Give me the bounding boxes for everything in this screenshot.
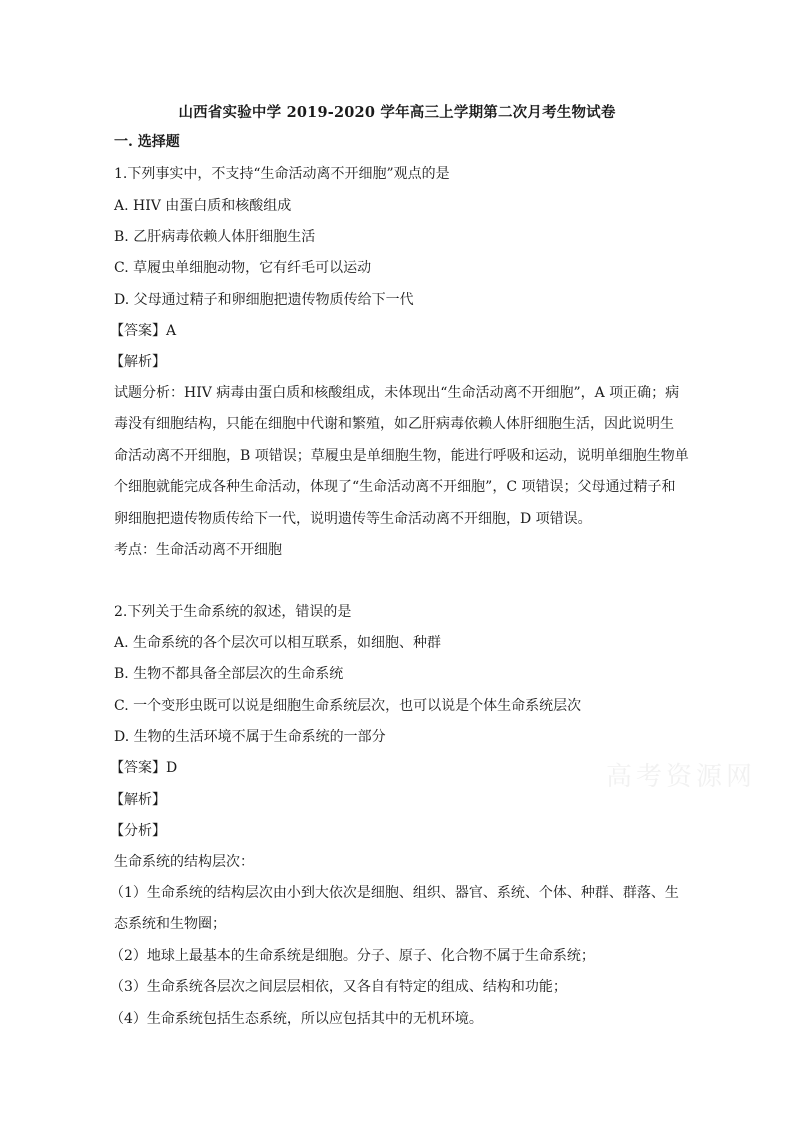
- question-1-analysis-label: 【解析】: [110, 354, 166, 370]
- structure-point: （2）地球上最基本的生命系统是细胞。分子、原子、化合物不属于生命系统；: [110, 947, 595, 964]
- structure-point: （4）生命系统包括生态系统，所以应包括其中的无机环境。: [110, 1010, 483, 1027]
- analysis-line: 命活动离不开细胞，B 项错误；草履虫是单细胞生物，能进行呼吸和运动，说明单细胞生物单: [114, 447, 689, 464]
- question-2-fenxi-label: 【分析】: [110, 823, 166, 839]
- question-2-analysis-label: 【解析】: [110, 792, 166, 808]
- question-2-option-c: C. 一个变形虫既可以说是细胞生命系统层次，也可以说是个体生命系统层次: [114, 698, 582, 714]
- question-2-option-a: A. 生命系统的各个层次可以相互联系，如细胞、种群: [114, 635, 442, 651]
- question-1-kaodian: 考点：生命活动离不开细胞: [114, 542, 282, 558]
- question-1-option-a: A. HIV 由蛋白质和核酸组成: [114, 198, 292, 214]
- question-2-answer: 【答案】D: [110, 760, 178, 776]
- question-1-stem: 1.下列事实中，不支持“生命活动离不开细胞”观点的是: [114, 166, 450, 182]
- watermark: 高考资源网: [606, 762, 757, 792]
- structure-point: 态系统和生物圈；: [114, 916, 226, 933]
- structure-points: [110, 878, 682, 1035]
- question-1-option-d: D. 父母通过精子和卵细胞把遗传物质传给下一代: [114, 292, 414, 308]
- question-1-answer: 【答案】A: [110, 323, 177, 339]
- analysis-line: 卵细胞把遗传物质传给下一代，说明遗传等生命活动离不开细胞，D 项错误。: [114, 510, 592, 527]
- structure-heading: 生命系统的结构层次：: [114, 854, 254, 870]
- question-1-option-b: B. 乙肝病毒依赖人体肝细胞生活: [114, 229, 316, 245]
- structure-point: （3）生命系统各层次之间层层相依，又各自有特定的组成、结构和功能；: [110, 979, 567, 996]
- structure-point: （1）生命系统的结构层次由小到大依次是细胞、组织、器官、系统、个体、种群、群落、生: [110, 885, 679, 901]
- question-2-stem: 2.下列关于生命系统的叙述，错误的是: [114, 604, 352, 620]
- analysis-line: 试题分析：HIV 病毒由蛋白质和核酸组成，未体现出“生命活动离不开细胞”，A 项正确；病: [114, 385, 680, 401]
- analysis-line: 个细胞就能完成各种生命活动，体现了“生命活动离不开细胞”，C 项错误；父母通过精子和: [114, 479, 676, 496]
- section-heading: 一. 选择题: [114, 134, 180, 150]
- question-2-option-d: D. 生物的生活环境不属于生命系统的一部分: [114, 729, 386, 745]
- analysis-line: 毒没有细胞结构，只能在细胞中代谢和繁殖，如乙肝病毒依赖人体肝细胞生活，因此说明生: [114, 416, 674, 433]
- question-2-option-b: B. 生物不都具备全部层次的生命系统: [114, 666, 344, 682]
- document-title: 山西省实验中学 2019-2020 学年高三上学期第二次月考生物试卷: [178, 104, 616, 121]
- question-1-option-c: C. 草履虫单细胞动物，它有纤毛可以运动: [114, 260, 372, 276]
- question-1-analysis: [114, 378, 689, 535]
